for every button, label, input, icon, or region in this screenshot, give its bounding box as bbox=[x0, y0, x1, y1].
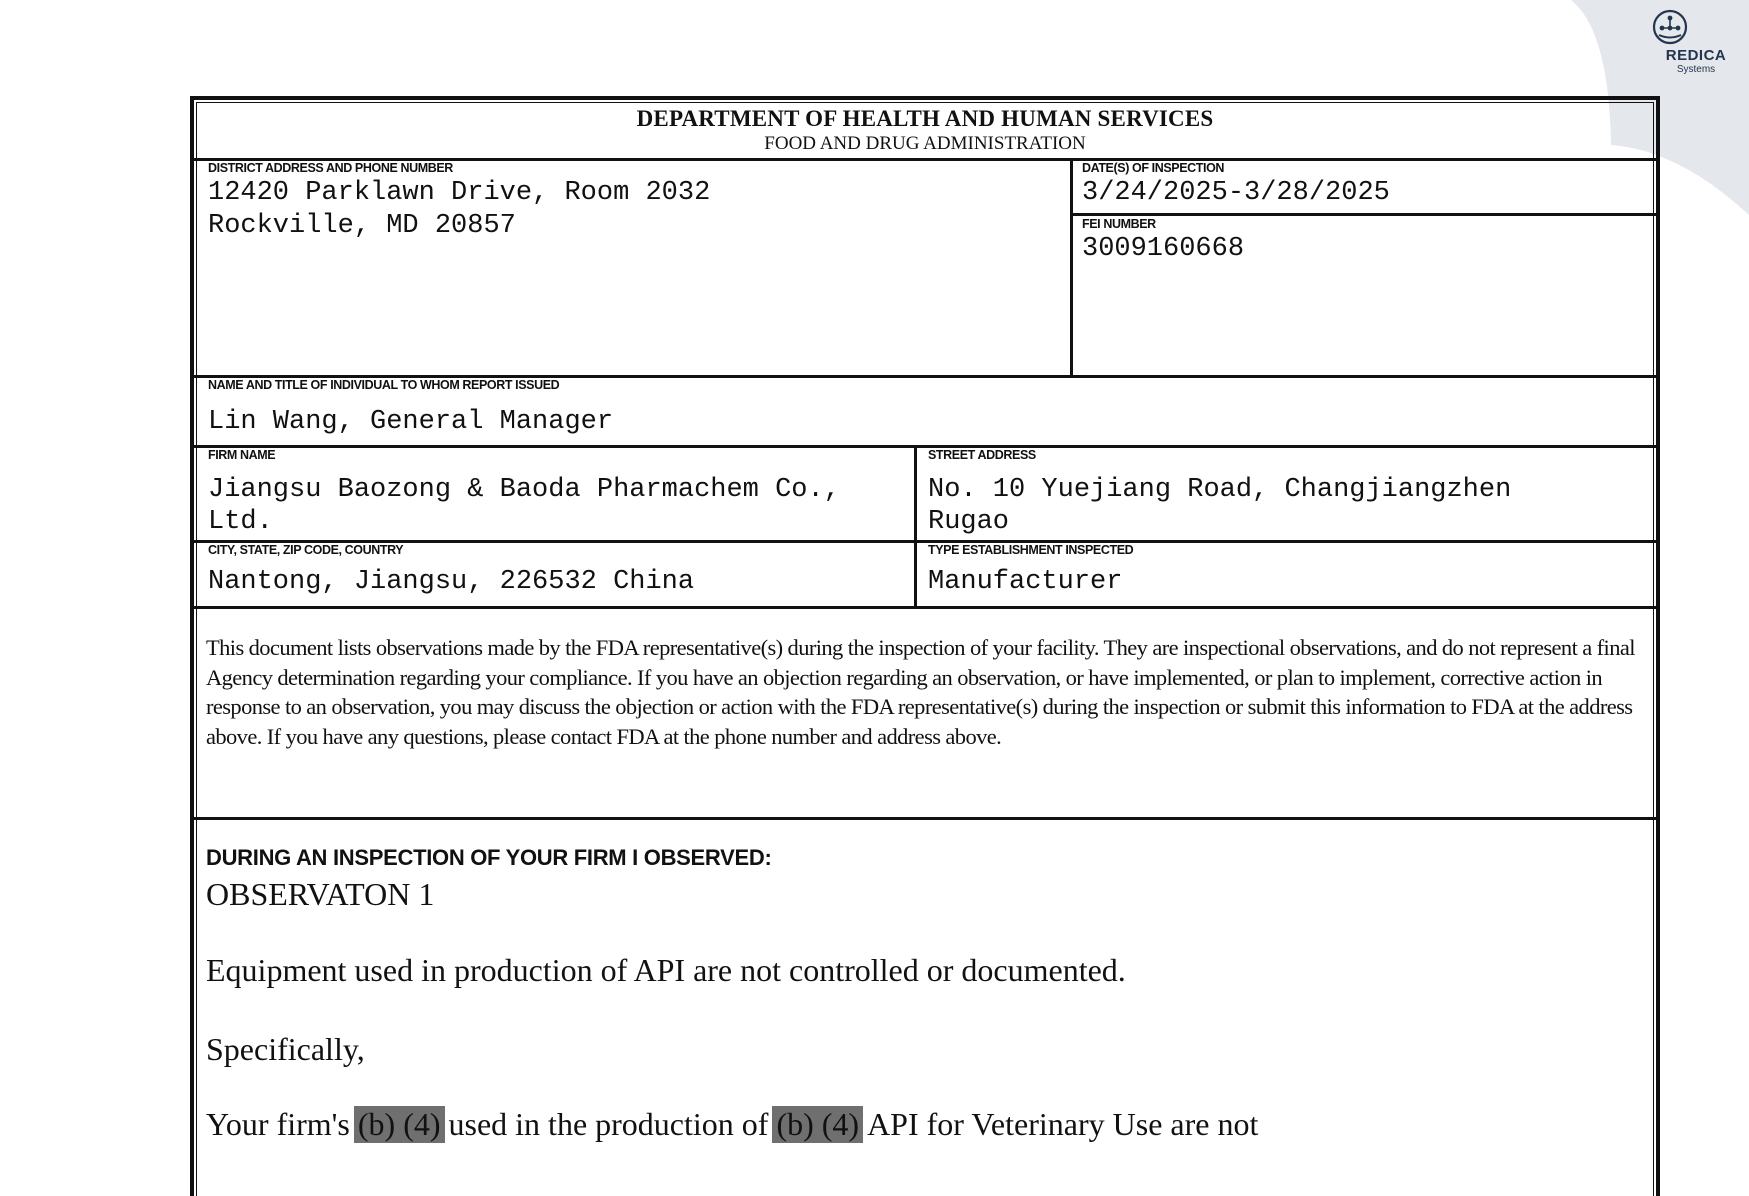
redaction-box: (b) (4) bbox=[772, 1106, 863, 1143]
street-label: STREET ADDRESS bbox=[928, 448, 1036, 462]
establishment-label: TYPE ESTABLISHMENT INSPECTED bbox=[928, 543, 1134, 557]
observation-detail-line bbox=[206, 1106, 1258, 1143]
observation-title: OBSERVATON 1 bbox=[206, 876, 435, 912]
firm-label: FIRM NAME bbox=[208, 448, 276, 462]
divider-firm bbox=[914, 445, 917, 608]
detail-part2: used in the production of bbox=[448, 1106, 769, 1142]
form-header bbox=[194, 100, 1656, 158]
individual-name: Lin Wang, General Manager bbox=[208, 407, 614, 437]
redica-sub: Systems bbox=[1676, 64, 1716, 75]
establishment-type: Manufacturer bbox=[928, 567, 1123, 597]
individual-label: NAME AND TITLE OF INDIVIDUAL TO WHOM REPORT ISSUED bbox=[208, 378, 560, 392]
fda-483-form bbox=[190, 96, 1660, 1196]
firm-name-line1: Jiangsu Baozong & Baoda Pharmachem Co., bbox=[208, 475, 840, 505]
department-title: DEPARTMENT OF HEALTH AND HUMAN SERVICES bbox=[636, 106, 1214, 131]
dates-label: DATE(S) OF INSPECTION bbox=[1082, 161, 1225, 175]
disclaimer-text: This document lists observations made by the FDA representative(s) during the inspection of your facility. They are inspectional observations, and do not represent a final Agency determination regarding your compliance. If you have an objection regarding an observation, or have implemented, or plan to implement, corrective action in response to an observation, you may discuss the objection or action with the FDA representative(s) during the inspection or submit this information to FDA at the address above. If you have any questions, please contact FDA at the phone number and address above. bbox=[206, 635, 1635, 749]
rule-firm bbox=[194, 540, 1656, 543]
firm-name-line2: Ltd. bbox=[208, 507, 273, 537]
redaction-box: (b) (4) bbox=[354, 1106, 445, 1143]
redica-logo-icon bbox=[1677, 8, 1715, 46]
detail-part1: Your firm's bbox=[206, 1106, 350, 1142]
divider-dates bbox=[1070, 158, 1073, 377]
redica-brand: REDICA bbox=[1665, 47, 1727, 64]
district-address-line2: Rockville, MD 20857 bbox=[208, 211, 516, 241]
redica-logo bbox=[1651, 8, 1741, 75]
agency-title: FOOD AND DRUG ADMINISTRATION bbox=[764, 133, 1086, 154]
city-label: CITY, STATE, ZIP CODE, COUNTRY bbox=[208, 543, 404, 557]
rule-dates bbox=[1070, 213, 1656, 216]
fei-number: 3009160668 bbox=[1082, 234, 1245, 264]
observation-text: Equipment used in production of API are not controlled or documented. bbox=[206, 952, 1126, 988]
street-address-line2: Rugao bbox=[928, 507, 1010, 537]
district-address-line1: 12420 Parklawn Drive, Room 2032 bbox=[208, 178, 711, 208]
city-state-zip: Nantong, Jiangsu, 226532 China bbox=[208, 567, 695, 597]
fei-label: FEI NUMBER bbox=[1082, 217, 1156, 231]
rule-individual bbox=[194, 445, 1656, 448]
rule-city bbox=[194, 606, 1656, 609]
inspection-dates: 3/24/2025-3/28/2025 bbox=[1082, 178, 1390, 208]
district-label: DISTRICT ADDRESS AND PHONE NUMBER bbox=[208, 161, 453, 175]
street-address-line1: No. 10 Yuejiang Road, Changjiangzhen bbox=[928, 475, 1512, 505]
rule-disclaimer bbox=[194, 817, 1656, 820]
observations-heading: DURING AN INSPECTION OF YOUR FIRM I OBSERVED: bbox=[206, 845, 772, 870]
observation-specifically: Specifically, bbox=[206, 1031, 365, 1067]
detail-part3: API for Veterinary Use are not bbox=[867, 1106, 1259, 1142]
